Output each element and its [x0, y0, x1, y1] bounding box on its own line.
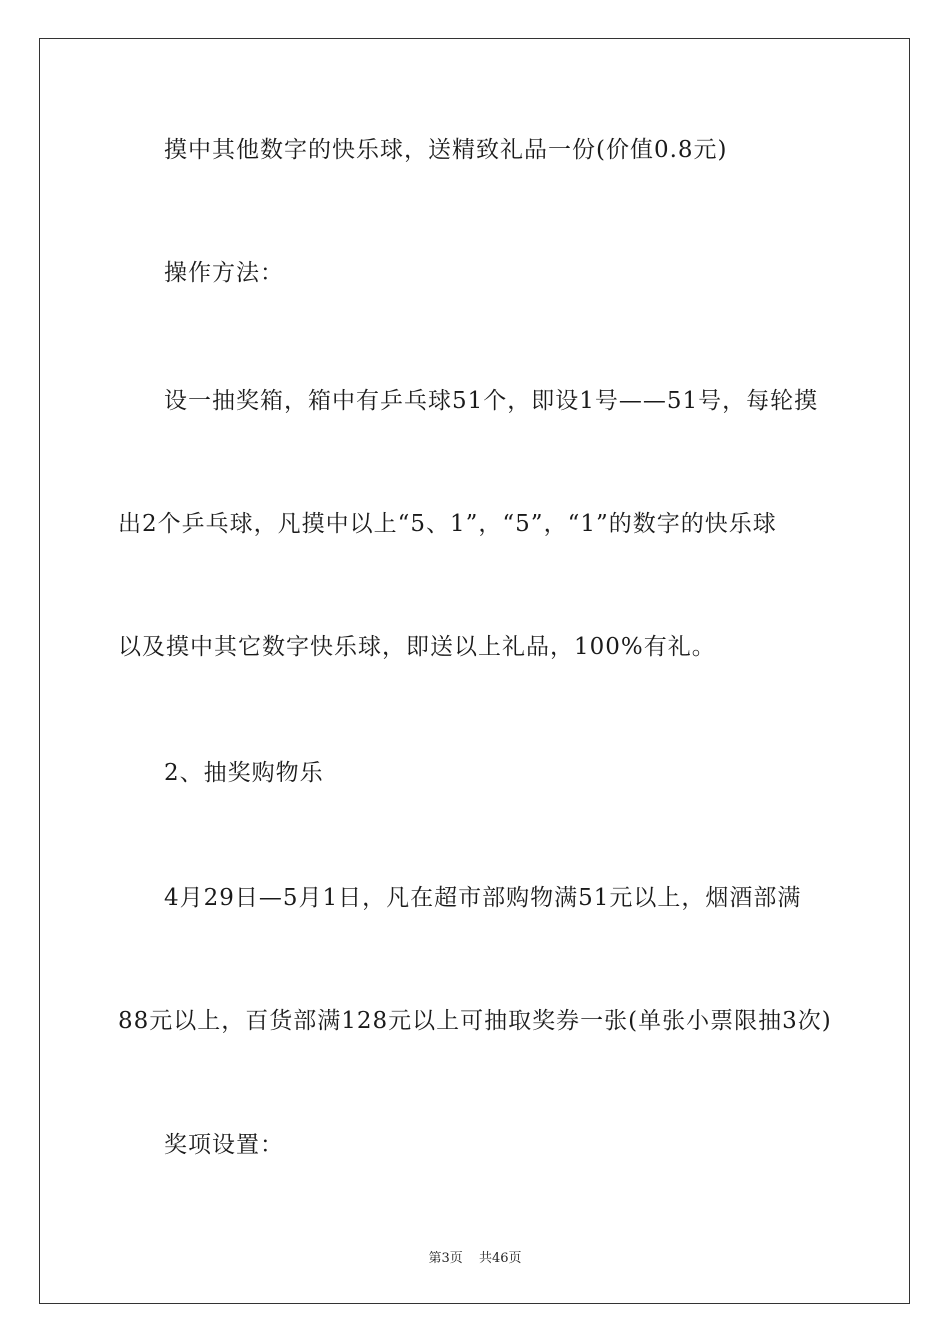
total-pages: 共46页 — [478, 1251, 522, 1266]
paragraph-shopping-conditions: 4月29日—5月1日，凡在超市部购物满51元以上，烟酒部满 — [164, 885, 802, 911]
paragraph-prize-other-numbers: 摸中其他数字的快乐球，送精致礼品一份(价值0.8元) — [164, 137, 728, 163]
heading-prize-settings: 奖项设置： — [164, 1132, 284, 1158]
paragraph-lottery-box-end: 以及摸中其它数字快乐球，即送以上礼品，100%有礼。 — [118, 634, 716, 660]
page-number: 第3页 — [428, 1251, 463, 1266]
paragraph-lottery-box: 设一抽奖箱，箱中有乒乓球51个，即设1号——51号，每轮摸 — [164, 388, 819, 414]
paragraph-shopping-conditions-continued: 88元以上，百货部满128元以上可抽取奖券一张(单张小票限抽3次) — [118, 1008, 832, 1034]
paragraph-lottery-box-continued: 出2个乒乓球，凡摸中以上“5、1”，“5”，“1”的数字的快乐球 — [118, 511, 777, 537]
heading-operation-method: 操作方法： — [164, 260, 284, 286]
heading-lucky-shopping: 2、抽奖购物乐 — [164, 760, 324, 786]
page-border — [39, 38, 910, 1304]
page-footer — [0, 1247, 950, 1266]
